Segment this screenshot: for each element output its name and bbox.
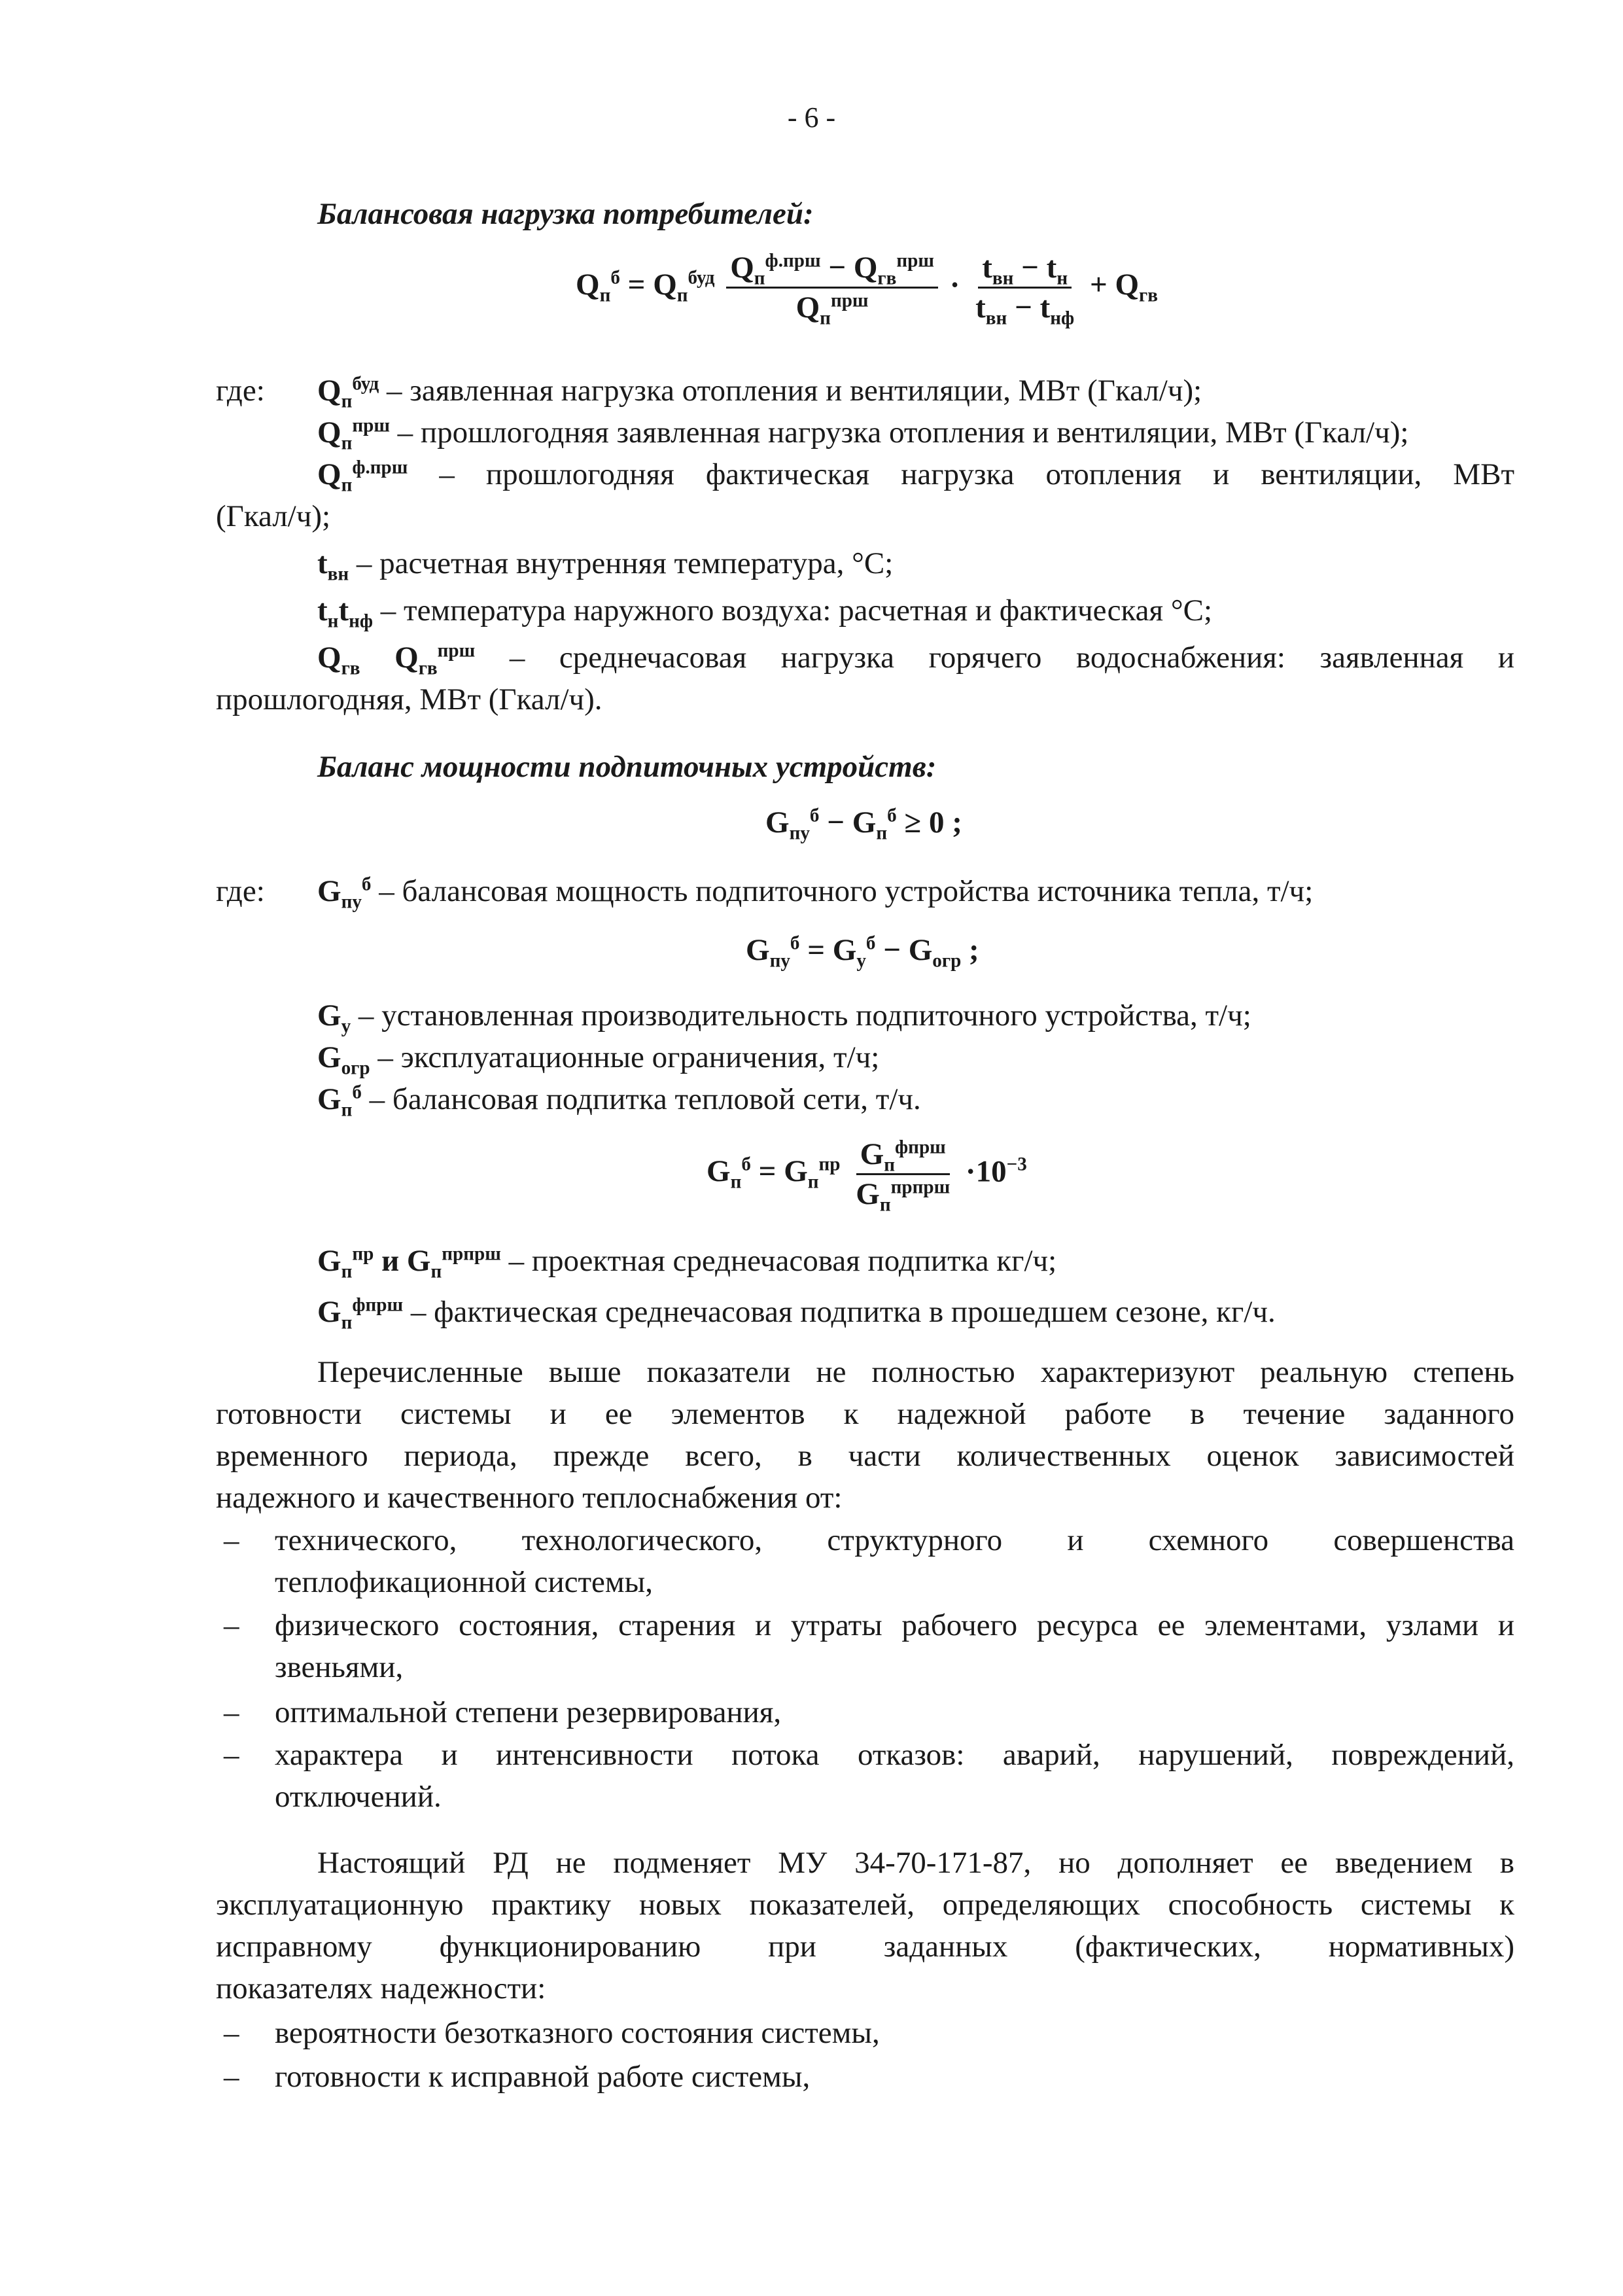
page-number: - 6 -: [787, 101, 836, 133]
paragraph-2: Настоящий РД не подменяет МУ 34-70-171-87, но дополняет ее введением в эксплуатационную практику новых показателей, определяющих способность системы к исправному функционированию при заданных (фактических, нормативных) показателях надежности:: [216, 1846, 1514, 2005]
definition-g-pr: $G_п^{пр}$ и $G_п^{прпрш}$ – проектная среднечасовая подпитка кг/ч;: [317, 1243, 1057, 1282]
where-label-2: где:: [216, 874, 265, 908]
definition-g-ogr: $G_{огр}$ – эксплуатационные ограничения, т/ч;: [317, 1040, 880, 1079]
list-item: – готовности к исправной работе системы,: [224, 2060, 811, 2094]
definition-q-fprsh-cont: (Гкал/ч);: [216, 499, 331, 533]
definition-list-3: [216, 1240, 1514, 1333]
definition-q-gv: $Q_{гв}$ $Q_{гв}^{прш}$ – среднечасовая нагрузка горячего водоснабжения: заявленная и: [317, 640, 1514, 679]
definition-t-vn: $t_{вн}$ – расчетная внутренняя температура, °С;: [317, 546, 894, 585]
where-label: где:: [216, 374, 265, 408]
definition-t-n: $t_нt_{нф}$ – температура наружного воздуха: расчетная и фактическая °С;: [317, 593, 1213, 632]
list-item: – технического, технологического, структурного и схемного совершенства теплофикационной системы,: [224, 1523, 1514, 1599]
list-item: – физического состояния, старения и утраты рабочего ресурса ее элементами, узлами и звеньями,: [224, 1608, 1514, 1684]
definition-q-bud: $Q_п^{буд}$ – заявленная нагрузка отопления и вентиляции, МВт (Гкал/ч);: [317, 373, 1202, 412]
definition-g-pu: $G_{пу}^б$ – балансовая мощность подпиточного устройства источника тепла, т/ч;: [317, 874, 1314, 913]
definition-g-p: $G_п^б$ – балансовая подпитка тепловой сети, т/ч.: [317, 1082, 921, 1121]
makeup-formula: $G_п^б = G_п^{пр}$ $\frac{G_п^{фпрш}}{G_п^{прпрш}}$ $\cdot 10^{-3}$: [707, 1135, 1027, 1213]
list-item: – вероятности безотказного состояния системы,: [224, 2016, 880, 2050]
feed-balance-formula: $G_{пу}^б - G_п^б \ge 0$ ;: [765, 805, 962, 844]
balance-load-formula: $Q_п^б = Q_п^{буд}$ $\frac{Q_п^{ф.прш} - Q_{гв}^{прш}}{Q_п^{прш}}$ · $\frac{t_{вн} - t_н}{t_{вн} - t_{нф}}$ + $Q_{гв}$: [576, 249, 1158, 327]
definition-list-2: [216, 995, 1514, 1120]
balance-heading: Балансовая нагрузка потребителей:: [317, 197, 814, 231]
definition-q-fprsh: $Q_п^{ф.прш}$ – прошлогодняя фактическая нагрузка отопления и вентиляции, МВт: [317, 457, 1514, 496]
list-item: – оптимальной степени резервирования,: [224, 1695, 782, 1729]
definition-list-1: [216, 370, 1514, 720]
feed-heading: Баланс мощности подпиточных устройств:: [317, 750, 937, 784]
definition-q-gv-cont: прошлогодняя, МВт (Гкал/ч).: [216, 682, 602, 716]
definition-q-prsh: $Q_п^{прш}$ – прошлогодняя заявленная нагрузка отопления и вентиляции, МВт (Гкал/ч);: [317, 415, 1409, 454]
definition-g-u: $G_у$ – установленная производительность подпиточного устройства, т/ч;: [317, 998, 1251, 1037]
definition-g-fprsh: $G_п^{фпрш}$ – фактическая среднечасовая подпитка в прошедшем сезоне, кг/ч.: [317, 1294, 1276, 1333]
list-item: – характера и интенсивности потока отказов: аварий, нарушений, повреждений, отключений.: [224, 1738, 1514, 1814]
feed-capacity-formula: $G_{пу}^б = G_у^б - G_{огр}$ ;: [746, 932, 979, 972]
paragraph-1: Перечисленные выше показатели не полностью характеризуют реальную степень готовности системы и ее элементов к надежной работе в течение заданного временного периода, прежде всего, в части количественных оценок зависимостей надежного и качественного теплоснабжения от:: [216, 1355, 1514, 1515]
